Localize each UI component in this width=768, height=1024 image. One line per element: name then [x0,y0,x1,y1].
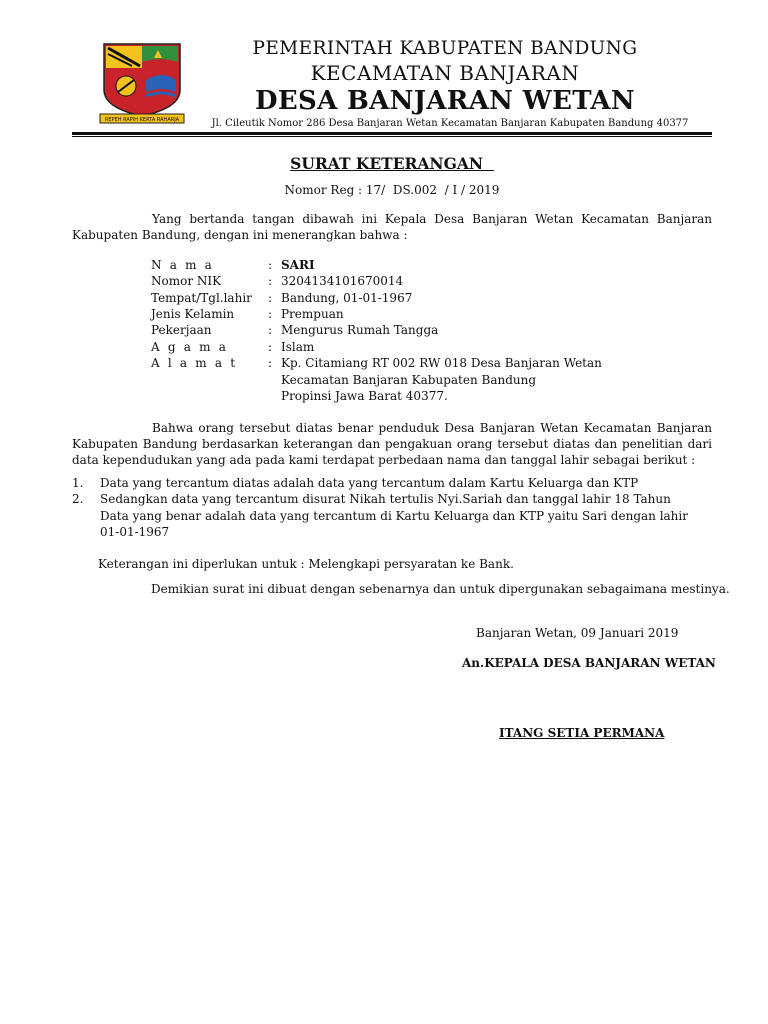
signatory-name: ITANG SETIA PERMANA [499,726,665,740]
letter-title: SURAT KETERANGAN [290,154,494,173]
field-value-jenis-kelamin: Prempuan [281,307,344,321]
list-number: 2. [72,492,84,506]
field-label-alamat: A l a m a t [151,356,238,370]
kop-desa: DESA BANJARAN WETAN [255,86,635,116]
field-value-nama: SARI [281,258,315,272]
field-label-jenis-kelamin: Jenis Kelamin [151,307,235,321]
body-paragraph: Bahwa orang tersebut diatas benar penduduk Desa Banjaran Wetan Kecamatan Banjaran Kabupaten Bandung berdasarkan keterangan dan pengakuan orang tersebut diatas dan penelitian dari data kependudukan yang ada pada kami terdapat perbedaan nama dan tanggal lahir sebagai berikut : [72,421,712,467]
field-label-agama: A g a m a [151,340,229,354]
kop-address: Jl. Cileutik Nomor 286 Desa Banjaran Wetan Kecamatan Banjaran Kabupaten Bandung 40377 [211,118,689,129]
field-label-ttl: Tempat/Tgl.lahir [151,291,252,305]
letterhead-divider [72,132,712,135]
list-item: Sedangkan data yang tercantum disurat Nikah tertulis Nyi.Sariah dan tanggal lahir 18 Tahun [100,492,671,506]
field-colon: : [268,340,273,354]
list-number: 1. [72,476,84,490]
field-value-alamat-line2: Kecamatan Banjaran Kabupaten Bandung [281,373,537,387]
field-value-alamat-line3: Propinsi Jawa Barat 40377. [281,389,448,403]
field-value-alamat-line1: Kp. Citamiang RT 002 RW 018 Desa Banjaran Wetan [281,356,602,370]
kop-kecamatan: KECAMATAN BANJARAN [310,61,580,85]
field-value-ttl: Bandung, 01-01-1967 [281,291,413,305]
list-item-continued: 01-01-1967 [100,525,170,539]
list-item-continued: Data yang benar adalah data yang tercantum di Kartu Keluarga dan KTP yaitu Sari dengan lahir [100,509,688,523]
closing-line: Demikian surat ini dibuat dengan sebenarnya dan untuk dipergunakan sebagaimana mestinya. [151,582,730,596]
field-label-nik: Nomor NIK [151,274,222,288]
field-colon: : [268,307,273,321]
letterhead-divider-thin [72,136,712,137]
purpose-line: Keterangan ini diperlukan untuk : Melengkapi persyaratan ke Bank. [98,557,514,571]
kabupaten-bandung-emblem-icon [96,40,188,126]
logo-motto: REPEH RAPIH KERTA RAHARJA [104,117,180,123]
field-value-agama: Islam [281,340,315,354]
list-item: Data yang tercantum diatas adalah data yang tercantum dalam Kartu Keluarga dan KTP [100,476,639,490]
registration-number: Nomor Reg : 17/ DS.002 / I / 2019 [284,183,500,197]
signatory-title: An.KEPALA DESA BANJARAN WETAN [462,656,716,670]
field-colon: : [268,323,273,337]
field-label-nama: N a m a [151,258,215,272]
field-value-pekerjaan: Mengurus Rumah Tangga [281,323,439,337]
place-date: Banjaran Wetan, 09 Januari 2019 [476,626,679,640]
field-colon: : [268,274,273,288]
field-value-nik: 3204134101670014 [281,274,404,288]
kop-kabupaten: PEMERINTAH KABUPATEN BANDUNG [252,38,638,59]
field-colon: : [268,291,273,305]
field-colon: : [268,356,273,370]
intro-paragraph: Yang bertanda tangan dibawah ini Kepala Desa Banjaran Wetan Kecamatan Banjaran Kabupaten Bandung, dengan ini menerangkan bahwa : [72,212,712,242]
field-label-pekerjaan: Pekerjaan [151,323,212,337]
field-colon: : [268,258,273,272]
